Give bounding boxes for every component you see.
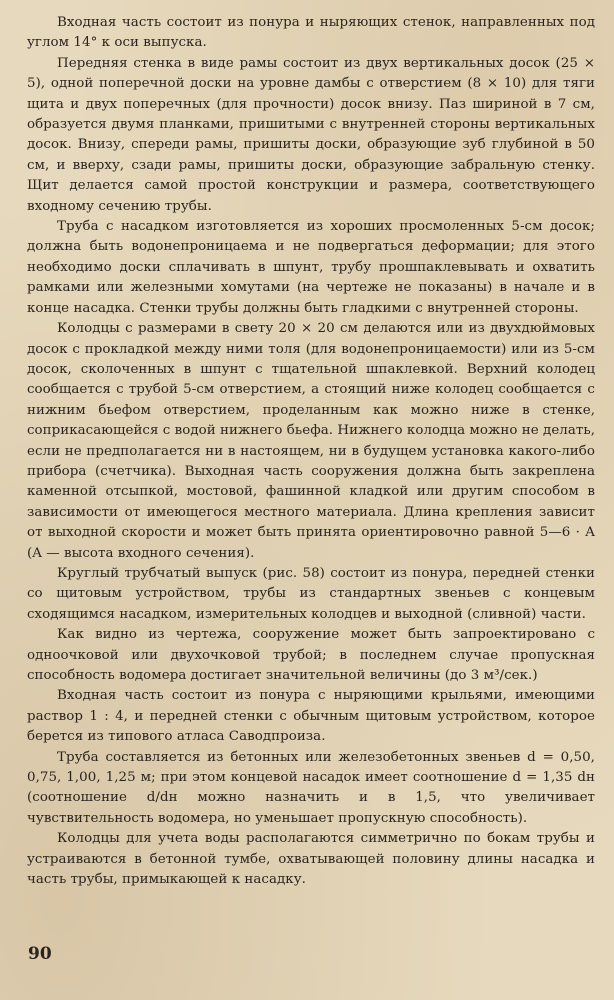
paragraph-metering-wells: Колодцы для учета воды располагаются симметрично по бокам трубы и устраиваются в бетонной тумбе, охватывающей половину длины насадка и часть трубы, примыкающей к насадку.	[27, 831, 595, 888]
paragraph-wells: Колодцы с размерами в свету 20 × 20 см делаются или из двухдюймовых досок с прокладкой между ними толя (для водонепроницаемости) или из 5-см досок, сколоченных в шпунт с тщательной шпаклевкой. Верхний колодец сообщается с трубой 5-см отверстием, а стоящий ниже колодец сообщается с нижним бьефом отверстием, проделанным как можно ниже в стенке, соприкасающейся с водой нижнего бьефа. Нижнего колодца можно не делать, если не предполагается ни в настоящем, ни в будущем установка какого-либо прибора (счетчика). Выходная часть сооружения должна быть закреплена каменной отсыпкой, мостовой, фашинной кладкой или другим способом в зависимости от имеющегося местного материала. Длина крепления зависит от выходной скорости и может быть принята ориентировочно равной 5—6 · A (A — высота входного сечения).	[27, 321, 595, 561]
paragraph-front-wall: Передняя стенка в виде рамы состоит из двух вертикальных досок (25 × 5), одной поперечной доски на уровне дамбы с отверстием (8 × 10) для тяги щита и двух поперечных (для прочности) досок внизу. Паз шириной в 7 см, образуется двумя планками, пришитыми с внутренней стороны вертикальных досок. Внизу, спереди рамы, пришиты доски, образующие зуб глубиной в 50 см, и вверху, сзади рамы, пришиты доски, образующие забральную стенку. Щит делается самой простой конструкции и размера, соответствующего входному сечению трубы.	[27, 55, 595, 214]
body-text	[27, 13, 595, 890]
paragraph-drawing-note: Как видно из чертежа, сооружение может быть запроектировано с одноочковой или двухочковой трубой; в последнем случае пропускная способность водомера достигает значительной величины (до 3 м³/сек.)	[27, 627, 595, 683]
paragraph-inlet-wings: Входная часть состоит из понура с ныряющими крыльями, имеющими раствор 1 : 4, и передней стенки с обычным щитовым устройством, которое берется из типового атласа Саводпроиза.	[27, 688, 595, 745]
paragraph-inlet: Входная часть состоит из понура и ныряющих стенок, направленных под углом 14° к оси выпуска.	[27, 15, 595, 51]
paragraph-pipe-links: Труба составляется из бетонных или железобетонных звеньев d = 0,50, 0,75, 1,00, 1,25 м; при этом концевой насадок имеет соотношение d = 1,35 dн (соотношение d/dн можно назначить и в 1,5, что увеличивает чувствительность водомера, но уменьшает пропускную способность).	[27, 749, 595, 826]
paragraph-pipe-nozzle: Труба с насадком изготовляется из хороших просмоленных 5-см досок; должна быть водонепроницаема и не подвергаться деформации; для этого необходимо доски сплачивать в шпунт, трубу прошпаклевывать и охватить рамками или железными хомутами (на чертеже не показаны) в начале и в конце насадка. Стенки трубы должны быть гладкими с внутренней стороны.	[27, 219, 595, 316]
page-number: 90	[28, 944, 52, 964]
paragraph-round-outlet: Круглый трубчатый выпуск (рис. 58) состоит из понура, передней стенки со щитовым устройством, трубы из стандартных звеньев с концевым сходящимся насадком, измерительных колодцев и выходной (сливной) части.	[27, 565, 595, 622]
